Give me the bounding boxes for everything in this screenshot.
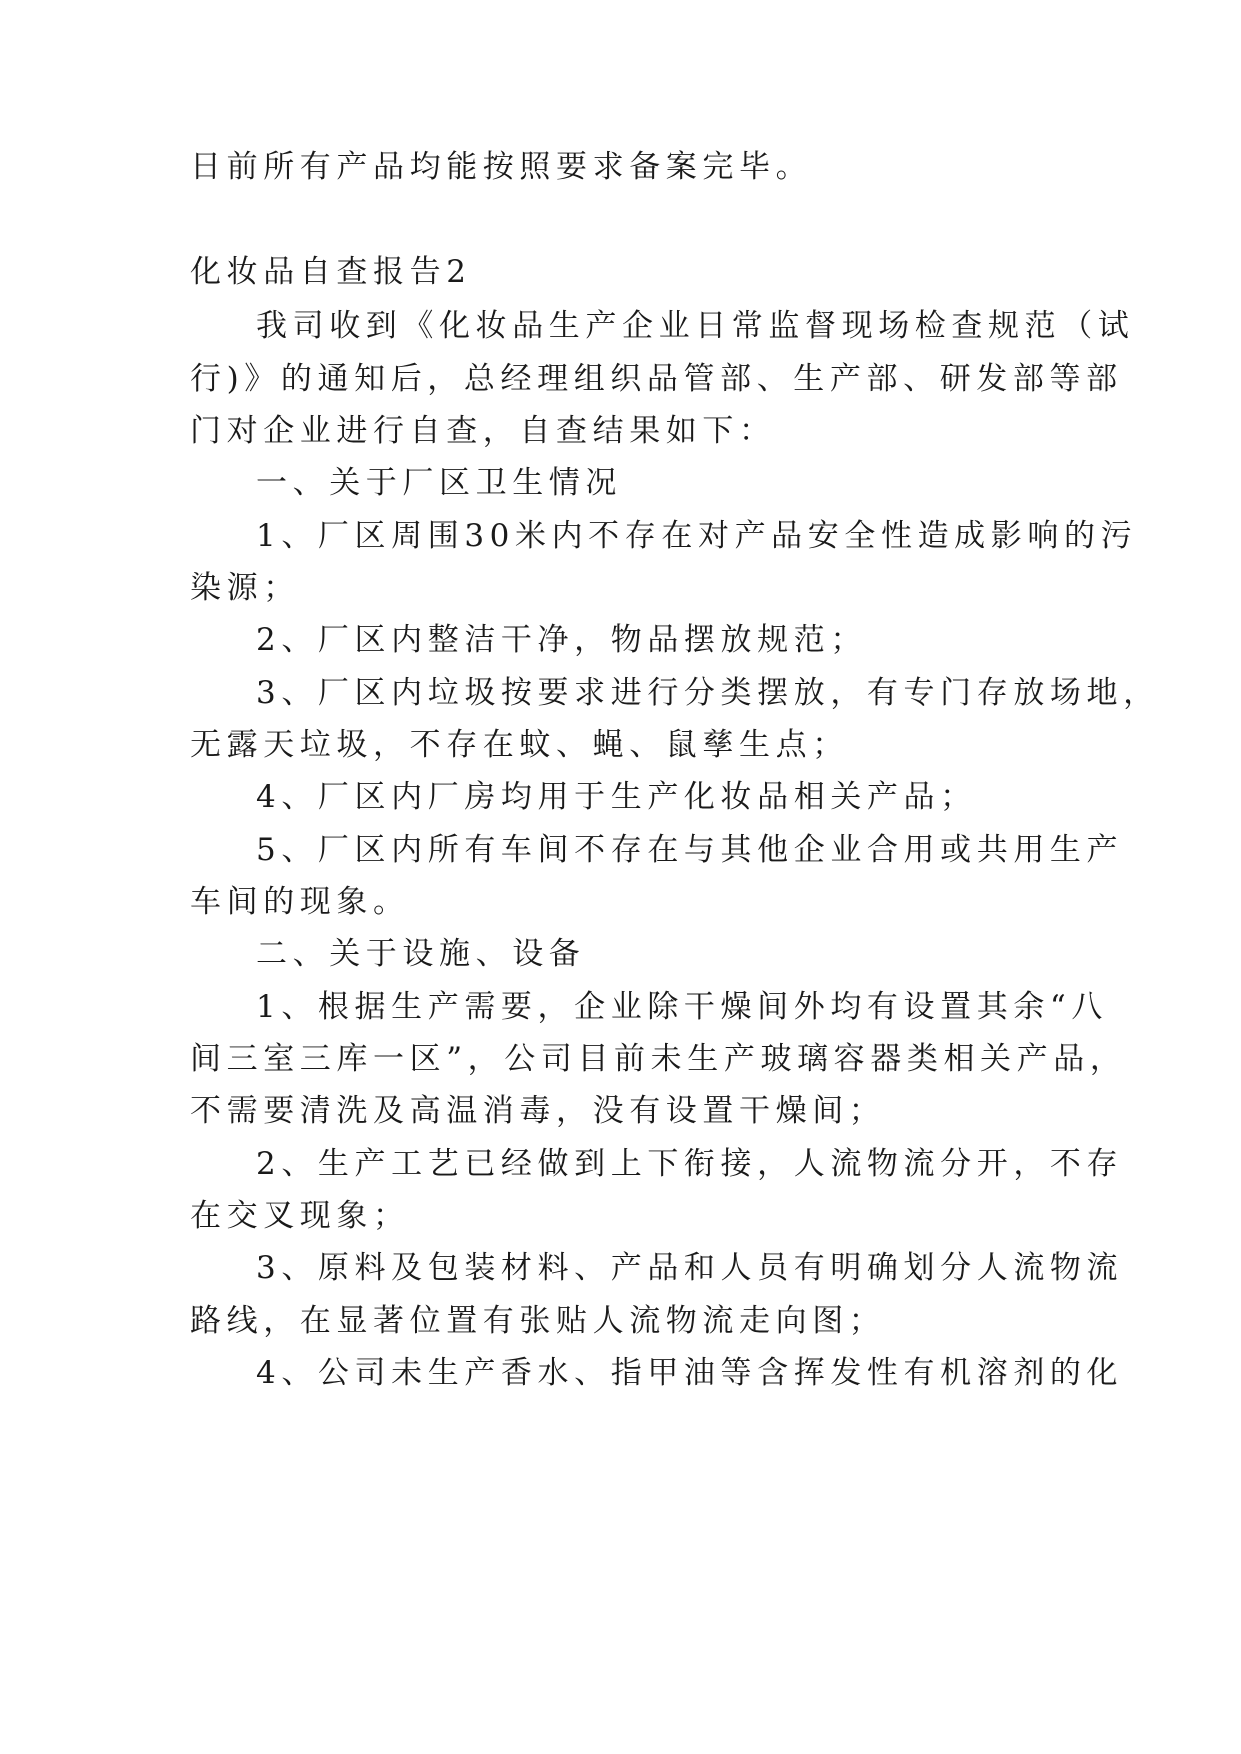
paragraph-line: 在交叉现象； <box>190 1198 410 1234</box>
paragraph-line: 路线，在显著位置有张贴人流物流走向图； <box>190 1303 886 1339</box>
paragraph-line: 染源； <box>190 570 300 606</box>
paragraph-line: 3、厂区内垃圾按要求进行分类摆放，有专门存放场地， <box>256 675 1160 711</box>
paragraph-line: 间三室三库一区”，公司目前未生产玻璃容器类相关产品， <box>190 1041 1127 1077</box>
section-title: 化妆品自查报告2 <box>190 254 472 290</box>
paragraph-line: 我司收到《化妆品生产企业日常监督现场检查规范（试 <box>256 308 1135 344</box>
paragraph-line: 5、厂区内所有车间不存在与其他企业合用或共用生产 <box>256 832 1124 868</box>
paragraph-line: 4、厂区内厂房均用于生产化妆品相关产品； <box>256 779 977 815</box>
paragraph-line: 门对企业进行自查，自查结果如下： <box>190 413 776 449</box>
paragraph-line: 日前所有产品均能按照要求备案完毕。 <box>190 149 813 185</box>
paragraph-line: 1、厂区周围30米内不存在对产品安全性造成影响的污 <box>256 518 1138 554</box>
paragraph-line: 无露天垃圾，不存在蚊、蝇、鼠孳生点； <box>190 727 849 763</box>
paragraph-line: 行)》的通知后，总经理组织品管部、生产部、研发部等部 <box>190 361 1123 397</box>
paragraph-line: 车间的现象。 <box>190 884 410 920</box>
paragraph-line: 1、根据生产需要，企业除干燥间外均有设置其余“八 <box>256 989 1108 1025</box>
paragraph-line: 4、公司未生产香水、指甲油等含挥发性有机溶剂的化 <box>256 1355 1124 1391</box>
subsection-heading: 一、关于厂区卫生情况 <box>256 465 622 501</box>
paragraph-line: 2、厂区内整洁干净，物品摆放规范； <box>256 622 867 658</box>
paragraph-line: 不需要清洗及高温消毒，没有设置干燥间； <box>190 1093 886 1129</box>
paragraph-line: 2、生产工艺已经做到上下衔接，人流物流分开，不存 <box>256 1146 1124 1182</box>
subsection-heading: 二、关于设施、设备 <box>256 936 586 972</box>
paragraph-line: 3、原料及包装材料、产品和人员有明确划分人流物流 <box>256 1250 1124 1286</box>
